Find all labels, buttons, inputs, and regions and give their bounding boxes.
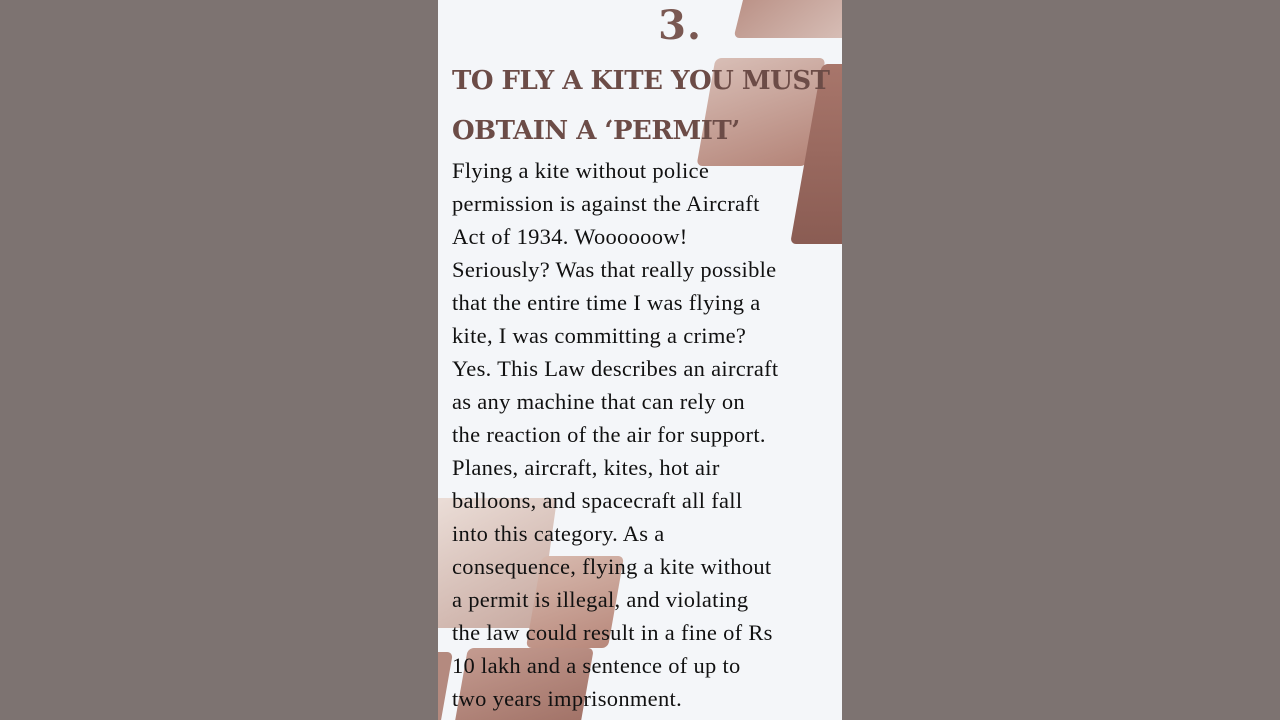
- body-line: into this category. As a: [452, 521, 665, 546]
- headline-line: OBTAIN A ‘PERMIT’: [452, 116, 740, 146]
- body-line: Yes. This Law describes an aircraft: [452, 356, 779, 381]
- headline-line: TO FLY A KITE YOU MUST: [452, 66, 830, 96]
- body-line: Flying a kite without police: [452, 158, 710, 183]
- body-line: permission is against the Aircraft: [452, 191, 760, 216]
- body-line: the law could result in a fine of Rs: [452, 620, 773, 645]
- body-line: Act of 1934. Woooooow!: [452, 224, 688, 249]
- body-line: 10 lakh and a sentence of up to: [452, 653, 741, 678]
- body-line: as any machine that can rely on: [452, 389, 745, 414]
- body-line: kite, I was committing a crime?: [452, 323, 747, 348]
- body-line: Seriously? Was that really possible: [452, 257, 777, 282]
- decor-shape: [438, 652, 453, 720]
- fact-headline: [452, 56, 832, 156]
- body-line: consequence, flying a kite without: [452, 554, 772, 579]
- fact-number: 3.: [658, 2, 702, 49]
- fact-body: [452, 154, 836, 715]
- body-line: balloons, and spacecraft all fall: [452, 488, 743, 513]
- body-line: the reaction of the air for support.: [452, 422, 766, 447]
- info-card: [438, 0, 842, 720]
- body-line: that the entire time I was flying a: [452, 290, 761, 315]
- body-line: Planes, aircraft, kites, hot air: [452, 455, 720, 480]
- body-line: a permit is illegal, and violating: [452, 587, 749, 612]
- body-line: two years imprisonment.: [452, 686, 682, 711]
